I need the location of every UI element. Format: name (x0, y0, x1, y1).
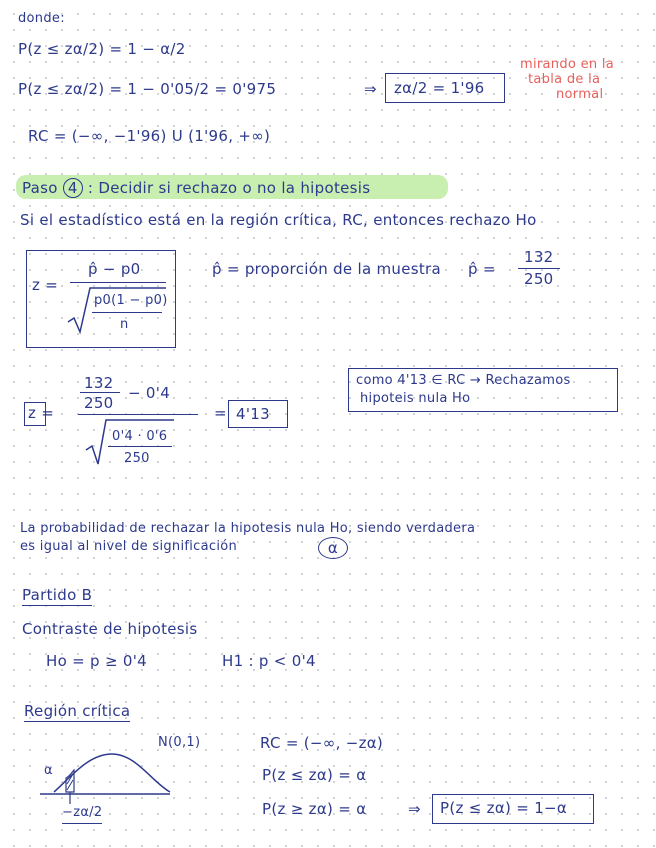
graph-alpha-label: α (44, 763, 53, 778)
calc-numerator-fraction-top: 132 (84, 374, 114, 392)
formula-sqrt-denominator: n (120, 317, 129, 332)
conclusion-line-2: hipoteis nula Ho (360, 391, 471, 406)
hypothesis-contrast-title: Contraste de hipotesis (22, 620, 198, 638)
red-note-line-3: normal (556, 87, 604, 102)
null-hypothesis: Ho = p ≥ 0'4 (46, 652, 147, 670)
probability-upper-tail: P(z ≥ zα) = α (262, 800, 367, 818)
implies-arrow-2: ⇒ (408, 800, 421, 818)
calc-minus-p0: − 0'4 (128, 384, 171, 402)
calc-numerator-fraction-bottom: 250 (84, 394, 114, 412)
normal-distribution-label: N(0,1) (158, 735, 201, 750)
step-text: : Decidir si rechazo o no la hipotesis (87, 179, 371, 197)
type-one-error-line-2: es igual al nivel de significación (20, 539, 238, 554)
probability-line-2: P(z ≤ zα/2) = 1 − 0'05/2 = 0'975 (18, 80, 277, 98)
rejection-region: RC = (−∞, −1'96) U (1'96, +∞) (28, 127, 271, 145)
donde-label: donde: (18, 11, 65, 26)
step-label: Paso (22, 179, 58, 197)
alpha-circle: α (318, 537, 348, 559)
calc-main-fraction-bar (78, 414, 198, 415)
implies-arrow: ⇒ (364, 80, 377, 98)
calc-sqrt-denominator: 250 (124, 451, 150, 466)
section-title-partido-b: Partido B (22, 586, 93, 604)
formula-numerator: p̂ − p0 (88, 260, 141, 278)
step-heading (22, 178, 370, 198)
proportion-definition: p̂ = proporción de la muestra (212, 260, 442, 278)
calc-small-fraction-bar (80, 392, 120, 393)
probability-lower-tail: P(z ≤ zα) = α (262, 766, 367, 784)
phat-fraction-bar (518, 268, 560, 269)
calc-sqrt-bar (108, 446, 172, 447)
normal-curve-graph (40, 748, 180, 818)
alternative-hypothesis: H1 : p < 0'4 (222, 652, 316, 670)
step-number: 4 (63, 178, 83, 198)
calc-sqrt-numerator: 0'4 · 0'6 (112, 429, 168, 444)
formula-z: z = (32, 276, 59, 294)
red-note-line-1: mirando en la (520, 57, 615, 72)
calc-z: z = (28, 404, 55, 422)
conclusion-line-1: como 4'13 ∈ RC → Rechazamos (356, 373, 571, 388)
phat-label: p̂ = (468, 260, 496, 278)
formula-sqrt-numerator: p0(1 − p0) (94, 293, 168, 308)
critical-region-title: Región crítica (24, 702, 131, 720)
red-note-line-2: tabla de la (528, 72, 601, 87)
z-critical-value: zα/2 = 1'96 (394, 79, 485, 97)
graph-z-critical-label: −zα/2 (62, 804, 102, 824)
type-one-error-line-1: La probabilidad de rechazar la hipotesis nula Ho, siendo verdadera (20, 521, 476, 536)
phat-numerator: 132 (524, 248, 554, 266)
decision-rule: Si el estadístico está en la región crítica, RC, entonces rechazo Ho (20, 211, 537, 229)
probability-line-1: P(z ≤ zα/2) = 1 − α/2 (18, 40, 186, 58)
rejection-region-b: RC = (−∞, −zα) (260, 734, 384, 752)
calc-equals: = (214, 404, 227, 422)
phat-denominator: 250 (524, 270, 554, 288)
formula-fraction-bar (70, 282, 166, 283)
formula-sqrt-bar (92, 312, 162, 313)
calc-result: 4'13 (236, 405, 270, 423)
probability-result: P(z ≤ zα) = 1−α (440, 799, 568, 817)
